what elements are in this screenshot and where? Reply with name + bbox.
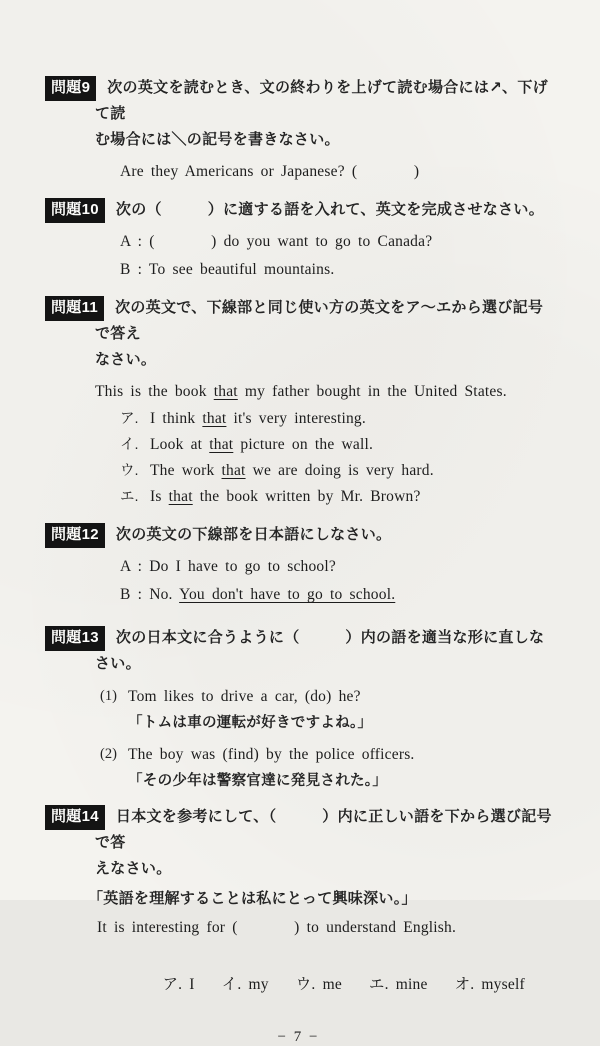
choice-e: エ. mine	[368, 976, 428, 993]
problem-11-main-sentence: This is the book that my father bought in the United States.	[95, 383, 507, 400]
underlined-answer-sentence: You don't have to go to school.	[179, 586, 396, 603]
problem-14-japanese-quote: 「英語を理解することは私にとって興味深い。」	[88, 890, 417, 907]
problem-9-instruction-line-2: む場合には＼の記号を書きなさい。	[95, 131, 340, 148]
problem-10-dialogue-line-b: B : To see beautiful mountains.	[120, 261, 335, 278]
problem-9-english-sentence: Are they Americans or Japanese? ( )	[120, 163, 420, 180]
problem-11-options	[45, 406, 552, 510]
problem-14	[45, 804, 552, 1025]
option-text-e: Is that the book written by Mr. Brown?	[150, 488, 421, 505]
problem-14-choices-row	[120, 944, 552, 1025]
option-text-u: The work that we are doing is very hard.	[150, 462, 434, 479]
problem-14-instruction-line-1: 日本文を参考にして、（ ）内に正しい語を下から選び記号で答	[95, 808, 552, 851]
item-japanese-1: 「トムは車の運転が好きですよね。」	[128, 715, 373, 731]
item-body-2	[128, 741, 415, 794]
problem-10-instruction: 次の（ ）に適する語を入れて、英文を完成させなさい。	[115, 201, 544, 218]
problem-10-header	[51, 197, 552, 223]
item-row-1	[100, 683, 552, 736]
problem-10-label: 問題10	[45, 198, 105, 223]
underlined-that: that	[213, 383, 238, 400]
problem-12-header	[51, 522, 552, 548]
problem-9-instruction-line-1: 次の英文を読むとき、文の終わりを上げて読む場合には↗、下げて読	[95, 79, 548, 122]
problem-9-header	[51, 75, 552, 153]
problem-11-header	[51, 295, 552, 373]
problem-11-label: 問題11	[45, 296, 104, 321]
problem-13-header	[51, 625, 552, 677]
option-row-a	[120, 406, 552, 432]
option-row-e	[120, 484, 552, 510]
problem-12-dialogue-line-a: A : Do I have to go to school?	[120, 558, 336, 575]
option-row-i	[120, 432, 552, 458]
option-marker-e: エ.	[120, 489, 139, 505]
problem-11-instruction-line-1: 次の英文で、下線部と同じ使い方の英文をア〜エから選び記号で答え	[95, 299, 544, 342]
option-row-u	[120, 458, 552, 484]
item-number-1: (1)	[100, 688, 117, 704]
page-number: − 7 −	[277, 1029, 320, 1045]
item-number-2: (2)	[100, 746, 117, 762]
choice-a: ア. I	[162, 976, 195, 993]
problem-14-header	[51, 804, 552, 882]
choice-i: イ. my	[221, 976, 269, 993]
item-english-1: Tom likes to drive a car, (do) he?	[128, 688, 361, 705]
problem-10	[45, 197, 552, 283]
problem-12-instruction: 次の英文の下線部を日本語にしなさい。	[115, 526, 392, 543]
option-marker-u: ウ.	[120, 463, 139, 479]
problem-11-instruction-line-2: なさい。	[95, 351, 157, 368]
problem-13-instruction: 次の日本文に合うように（ ）内の語を適当な形に直しなさい。	[95, 629, 545, 672]
option-marker-a: ア.	[120, 411, 139, 427]
underlined-that: that	[168, 488, 193, 505]
item-body-1	[128, 683, 372, 736]
problem-14-instruction-line-2: えなさい。	[95, 860, 172, 877]
problem-9-label: 問題9	[45, 76, 96, 101]
problem-14-label: 問題14	[45, 805, 105, 830]
problem-13-label: 問題13	[45, 626, 105, 651]
underlined-that: that	[202, 410, 227, 427]
problem-13	[45, 625, 552, 794]
problem-12	[45, 522, 552, 608]
item-row-2	[100, 741, 552, 794]
underlined-that: that	[209, 436, 234, 453]
underlined-that: that	[221, 462, 246, 479]
choice-o: オ. myself	[454, 976, 525, 993]
option-marker-i: イ.	[120, 437, 139, 453]
problem-12-label: 問題12	[45, 523, 105, 548]
problem-9	[45, 75, 552, 185]
option-text-i: Look at that picture on the wall.	[150, 436, 374, 453]
problem-10-dialogue-line-a: A : ( ) do you want to go to Canada?	[120, 233, 433, 250]
problem-12-dialogue-line-b: B : No. You don't have to go to school.	[120, 586, 396, 603]
item-japanese-2: 「その少年は警察官達に発見された。」	[128, 773, 388, 789]
problem-11	[45, 295, 552, 510]
problem-14-english-sentence: It is interesting for ( ) to understand English.	[97, 919, 457, 936]
item-english-2: The boy was (find) by the police officers.	[128, 746, 415, 763]
option-text-a: I think that it's very interesting.	[150, 410, 366, 427]
choice-u: ウ. me	[295, 976, 342, 993]
